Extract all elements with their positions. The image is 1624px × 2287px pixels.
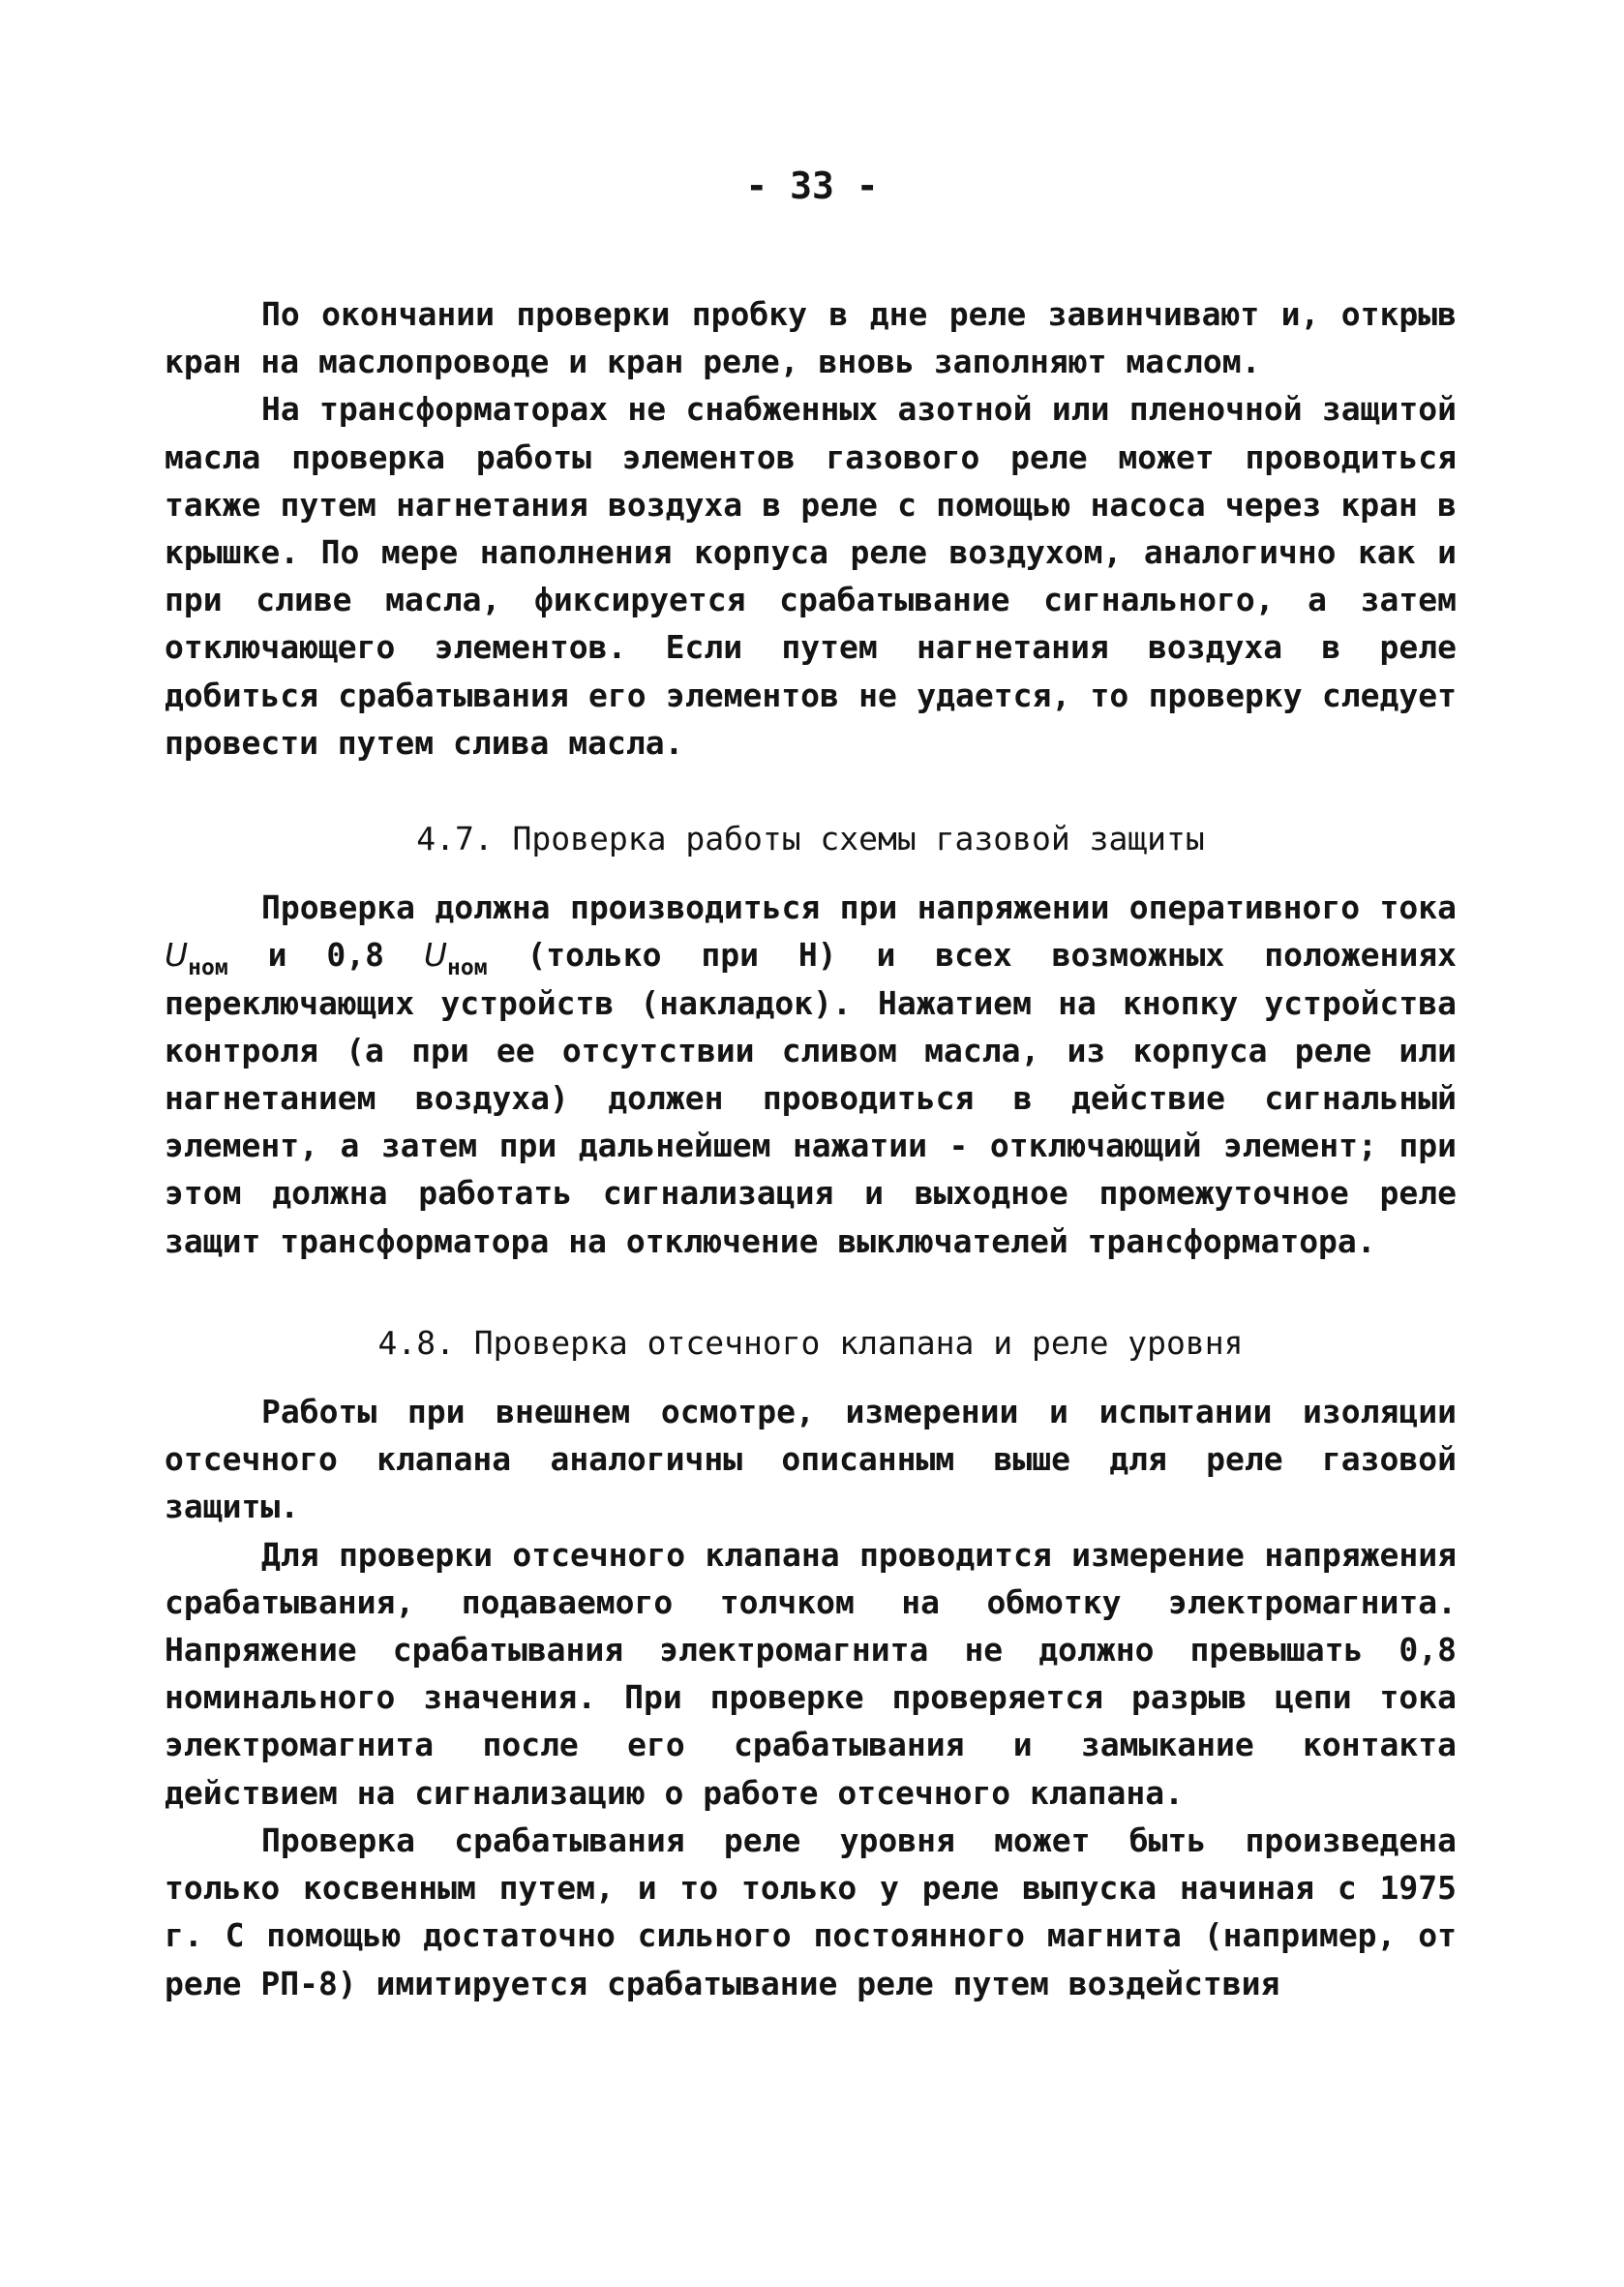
u-nominal-symbol: U (165, 936, 189, 975)
section-4-8-paragraph-3: Проверка срабатывания реле уровня может быть произведена только косвенным путем, и то только у реле выпуска начиная с 1975 г. С помощью достаточно сильного постоянного магнита (например, от реле РП-8) имитируется срабатывание реле путем воздействия (165, 1821, 1457, 2002)
paragraph-1: По окончании проверки пробку в дне реле завинчивают и, открыв кран на маслопроводе и кран реле, вновь заполняют маслом. (165, 295, 1457, 381)
section-4-7-text-rest: (только при Н) и всех возможных положениях переключающих устройств (накладок). Нажатием на кнопку устройства контроля (а при ее отсутствии сливом масла, из корпуса реле или нагнетанием воздуха) должен проводиться в действие сигнальный элемент, а затем при дальнейшем нажатии - отключающий элемент; при этом должна работать сигнализация и выходное промежуточное реле защит трансформатора на отключение выключателей трансформатора. (165, 936, 1457, 1260)
section-4-8-paragraph-2: Для проверки отсечного клапана проводится измерение напряжения срабатывания, подаваемого толчком на обмотку электромагнита. Напряжение срабатывания электромагнита не должно превышать 0,8 номинального значения. При проверке проверяется разрыв цепи тока электромагнита после его срабатывания и замыкание контакта действием на сигнализацию о работе отсечного клапана. (165, 1535, 1457, 1812)
section-4-7-text-start: Проверка должна производиться при напряжении оперативного тока (261, 888, 1457, 927)
document-body (165, 290, 1457, 2007)
section-heading-4-8: 4.8. Проверка отсечного клапана и реле уровня (377, 1323, 1244, 1362)
section-4-7-text-and: и 0,8 (267, 936, 384, 975)
u-nominal-subscript-2: ном (447, 955, 488, 981)
u-nominal-symbol-2: U (423, 936, 447, 975)
section-4-7-paragraph (165, 884, 1457, 1265)
page-number: - 33 - (745, 165, 879, 207)
section-4-8-paragraph-1: Работы при внешнем осмотре, измерении и испытании изоляции отсечного клапана аналогичны описанным выше для реле газовой защиты. (165, 1393, 1457, 1526)
paragraph-2: На трансформаторах не снабженных азотной или пленочной защитой масла проверка работы элементов газового реле может проводиться также путем нагнетания воздуха в реле с помощью насоса через кран в крышке. По мере наполнения корпуса реле воздухом, аналогично как и при сливе масла, фиксируется срабатывание сигнального, а затем отключающего элементов. Если путем нагнетания воздуха в реле добиться срабатывания его элементов не удается, то проверку следует провести путем слива масла. (165, 390, 1457, 762)
section-heading-4-7: 4.7. Проверка работы схемы газовой защиты (416, 820, 1205, 858)
u-nominal-subscript: ном (188, 955, 228, 981)
